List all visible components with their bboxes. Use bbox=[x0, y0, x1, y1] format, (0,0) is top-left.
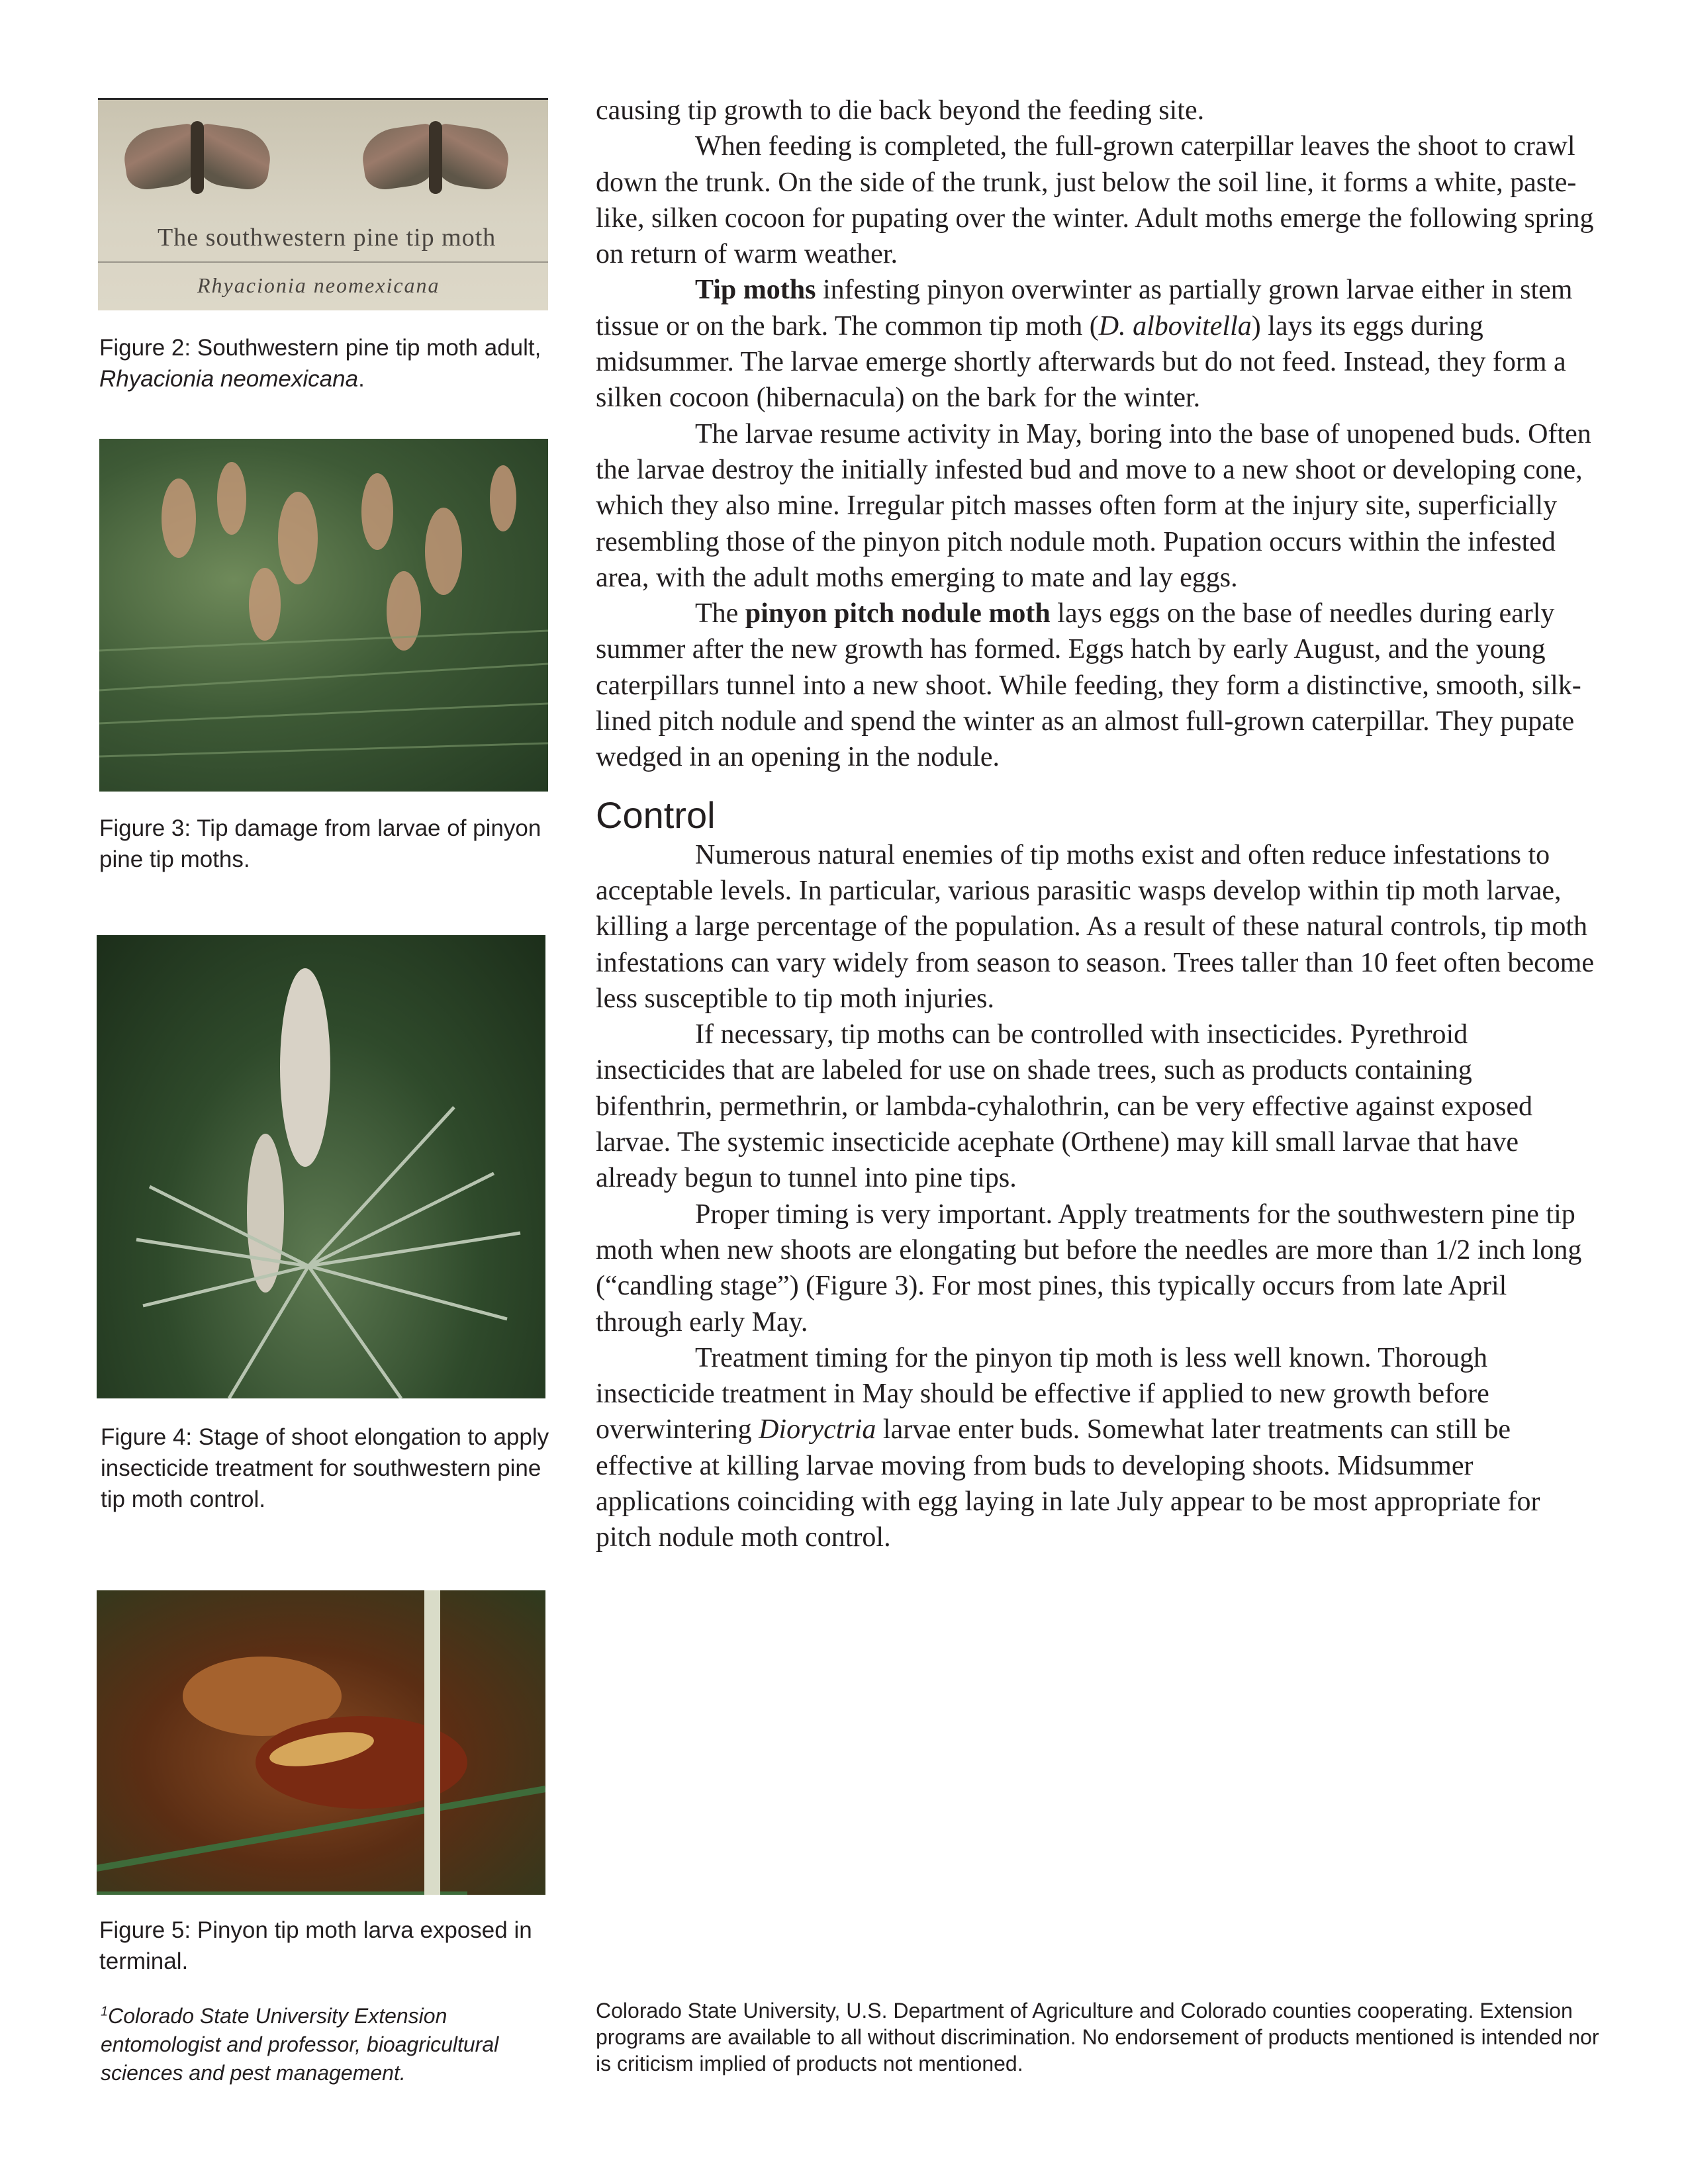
tip-moths-term: Tip moths bbox=[695, 275, 816, 306]
figure-2-photo-species: Rhyacionia neomexicana bbox=[197, 273, 440, 297]
figure-2-photo-rule bbox=[98, 261, 548, 263]
figure-3-foliage bbox=[99, 439, 548, 792]
paragraph-2: When feeding is completed, the full-grown caterpillar leaves the shoot to crawl down the trunk. On the side of the trunk, just below the soil line, it forms a white, paste-like, silken cocoon for pupating over the winter. Adult moths emerge the following spring on return of warm weather. bbox=[596, 131, 1594, 270]
moth-specimen-left bbox=[124, 114, 270, 194]
figure-5-caption: Figure 5: Pinyon tip moth larva exposed in terminal. bbox=[99, 1917, 532, 1974]
figure-2-caption-species: Rhyacionia neomexicana bbox=[99, 366, 359, 392]
figure-5-photo bbox=[97, 1590, 545, 1895]
figure-2-photo-label: The southwestern pine tip moth bbox=[158, 224, 496, 251]
figure-4-caption: Figure 4: Stage of shoot elongation to apply insecticide treatment for southwestern pine tip moth control. bbox=[101, 1424, 549, 1512]
nondiscrimination-statement: Colorado State University, U.S. Department of Agriculture and Colorado counties cooperating. Extension programs are available to all without discrimination. No endorsement of products mentioned is intended nor is criticism implied of products not mentioned. bbox=[596, 1999, 1599, 2075]
figure-4-photo bbox=[97, 935, 545, 1398]
paragraph-4: The larvae resume activity in May, boring into the base of unopened buds. Often the larvae destroy the initially infested bud and move to a new shoot or developing cone, which they also mine. Irregular pitch masses often form at the injury site, superficially resembling those of the pinyon pitch nodule moth. Pupation occurs within the infested area, with the adult moths emerging to mate and lay eggs. bbox=[596, 418, 1591, 593]
paragraph-1: causing tip growth to die back beyond the feeding site. bbox=[596, 95, 1205, 126]
pitch-nodule-moth-term: pinyon pitch nodule moth bbox=[745, 598, 1051, 629]
figure-2-caption-text: Figure 2: Southwestern pine tip moth adult, bbox=[99, 335, 541, 361]
paragraph-5-text-b: lays eggs on the base of needles during early summer after the new growth has formed. Eggs hatch by early August, and the young caterpillars tunnel into a new shoot. While feeding, they form a distinctive, smooth, silk-lined pitch nodule and spend the winter as an almost full-grown caterpillar. They pupate wedged in an opening in the nodule. bbox=[596, 598, 1581, 773]
figure-5-larva bbox=[97, 1590, 545, 1895]
control-paragraph-4-text-a: Treatment timing for the pinyon tip moth is less well known. Thorough insecticide treatment in May should be effective if applied to new growth before overwintering bbox=[596, 1342, 1489, 1445]
control-paragraph-4-text-b: larvae enter buds. Somewhat later treatments can still be effective at killing larvae moving from buds to developing shoots. Midsummer applications coinciding with egg laying in late July appear to be most appropriate for pitch nodule moth control. bbox=[596, 1414, 1540, 1553]
moth-specimen-right bbox=[363, 114, 508, 194]
main-text-column bbox=[596, 93, 1595, 1556]
control-heading: Control bbox=[596, 794, 716, 836]
footnote-marker: 1 bbox=[101, 2004, 109, 2019]
control-paragraph-2: If necessary, tip moths can be controlled with insecticides. Pyrethroid insecticides that are labeled for use on shade trees, such as products containing bifenthrin, permethrin, or lambda-cyhalothrin, can be very effective against exposed larvae. The systemic insecticide acephate (Orthene) may kill small larvae that have already begun to tunnel into pine tips. bbox=[596, 1019, 1533, 1194]
paragraph-5-text-a: The bbox=[695, 598, 745, 629]
figure-3-caption: Figure 3: Tip damage from larvae of pinyon pine tip moths. bbox=[99, 815, 541, 872]
figure-2-photo bbox=[98, 98, 548, 310]
figure-2-caption bbox=[99, 332, 549, 394]
genus-dioryctria: Dioryctria bbox=[759, 1414, 876, 1445]
control-paragraph-4 bbox=[596, 1340, 1595, 1556]
control-paragraph-1: Numerous natural enemies of tip moths exist and often reduce infestations to acceptable levels. In particular, various parasitic wasps develop within tip moth larvae, killing a large percentage of the population. As a result of these natural controls, tip moth infestations can vary widely from season to season. Trees taller than 10 feet often become less susceptible to tip moth injuries. bbox=[596, 839, 1595, 1014]
author-footnote bbox=[101, 2002, 551, 2087]
paragraph-3-text-a: infesting pinyon overwinter as partially grown larvae either in stem tissue or on the bark. The common tip moth ( bbox=[596, 275, 1573, 341]
figure-4-shoot bbox=[97, 935, 545, 1398]
paragraph-5 bbox=[596, 596, 1595, 775]
figure-2-caption-end: . bbox=[358, 366, 365, 392]
footnote-text: Colorado State University Extension entomologist and professor, bioagricultural sciences and pest management. bbox=[101, 2004, 499, 2085]
species-albovitella: D. albovitella bbox=[1098, 310, 1252, 341]
figure-3-photo bbox=[99, 439, 548, 792]
paragraph-3 bbox=[596, 272, 1595, 416]
paragraph-3-text-b: ) lays its eggs during midsummer. The larvae emerge shortly afterwards but do not feed. Instead, they form a silken cocoon (hibernacula) on the bark for the winter. bbox=[596, 310, 1566, 414]
control-paragraph-3: Proper timing is very important. Apply treatments for the southwestern pine tip moth when new shoots are elongating but before the needles are more than 1/2 inch long (“candling stage”) (Figure 3). For most pines, this typically occurs from late April through early May. bbox=[596, 1199, 1582, 1338]
